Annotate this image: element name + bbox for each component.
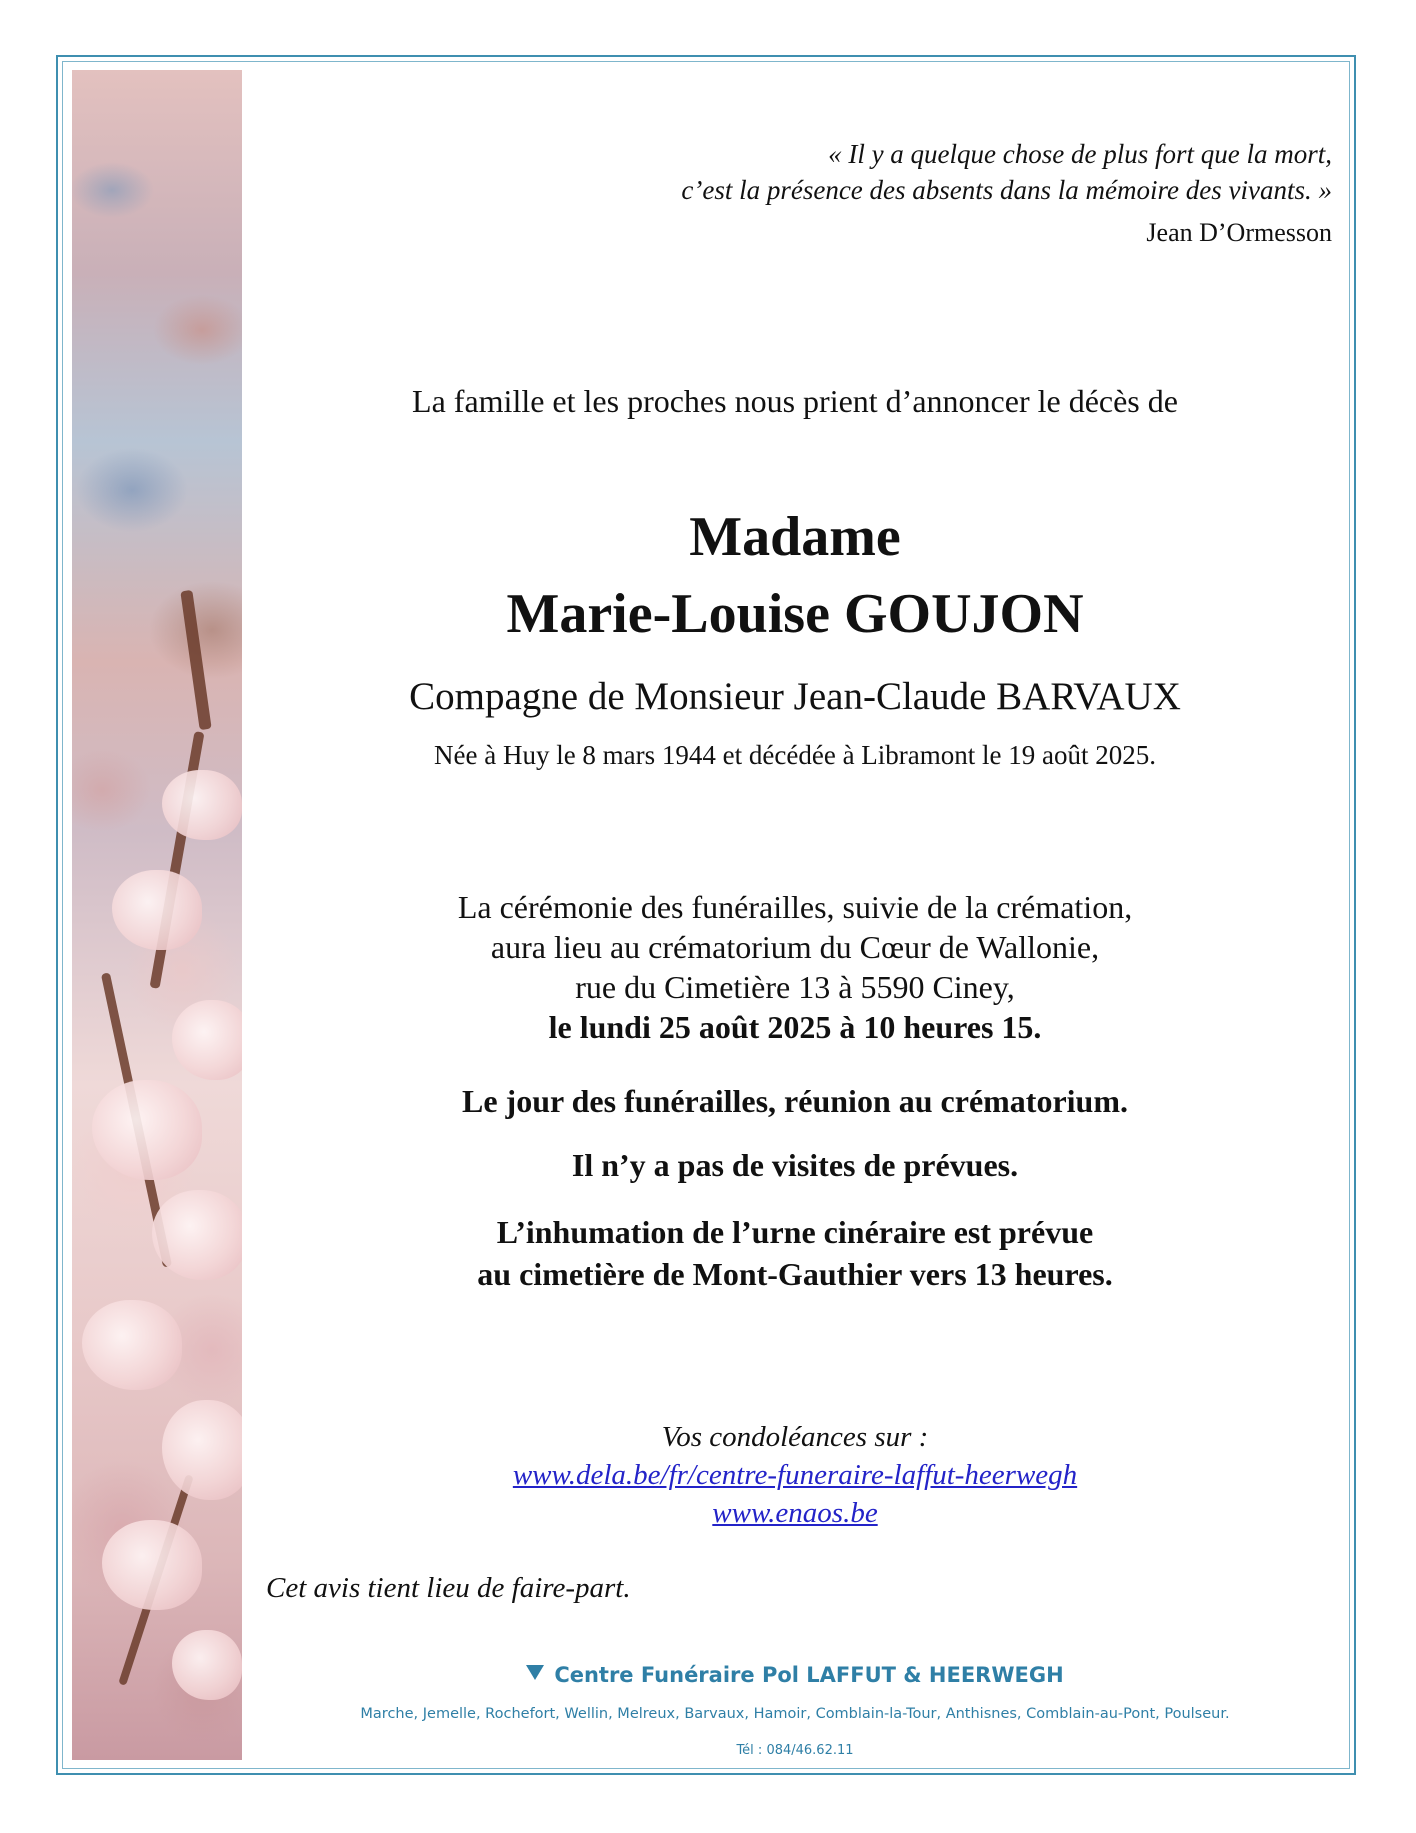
reunion-notice: Le jour des funérailles, réunion au crématorium. <box>461 1083 1128 1119</box>
inhumation-notice <box>290 1211 1300 1295</box>
condolences-label: Vos condoléances sur : <box>661 1421 929 1453</box>
footer-company <box>290 1663 1300 1687</box>
ceremony-line-1: La cérémonie des funérailles, suivie de la crémation, <box>457 889 1133 925</box>
deceased-title: Madame <box>689 506 901 568</box>
birth-death-dates: Née à Huy le 8 mars 1944 et décédée à Libramont le 19 août 2025. <box>434 740 1156 770</box>
triangle-down-icon <box>526 1665 544 1680</box>
inhumation-line-1: L’inhumation de l’urne cinéraire est prévue <box>496 1214 1094 1250</box>
announcement: La famille et les proches nous prient d’annoncer le décès de <box>412 383 1178 419</box>
faire-part-notice: Cet avis tient lieu de faire-part. <box>266 1572 631 1604</box>
quote <box>432 136 1332 208</box>
cherry-blossom-decoration <box>72 70 242 1760</box>
condolences-link-dela[interactable]: www.dela.be/fr/centre-funeraire-laffut-heerwegh <box>512 1459 1078 1491</box>
condolences-link-enaos[interactable]: www.enaos.be <box>712 1497 878 1529</box>
quote-author: Jean D’Ormesson <box>1146 218 1332 247</box>
condolences <box>290 1418 1300 1532</box>
quote-line-1: « Il y a quelque chose de plus fort que la mort, <box>828 139 1332 169</box>
footer-places: Marche, Jemelle, Rochefort, Wellin, Melreux, Barvaux, Hamoir, Comblain-la-Tour, Anthisnes, Comblain-au-Pont, Poulseur. <box>360 1706 1230 1722</box>
inhumation-line-2: au cimetière de Mont-Gauthier vers 13 heures. <box>477 1256 1113 1292</box>
deceased-partner: Compagne de Monsieur Jean-Claude BARVAUX <box>409 675 1181 718</box>
deceased-name: Marie-Louise GOUJON <box>506 583 1084 645</box>
footer-phone: Tél : 084/46.62.11 <box>736 1743 854 1758</box>
quote-line-2: c’est la présence des absents dans la mémoire des vivants. » <box>681 175 1332 205</box>
ceremony-line-2: aura lieu au crématorium du Cœur de Wallonie, <box>490 929 1100 965</box>
visits-notice: Il n’y a pas de visites de prévues. <box>571 1147 1019 1183</box>
ceremony-line-3: rue du Cimetière 13 à 5590 Ciney, <box>575 969 1015 1005</box>
ceremony-date-time: le lundi 25 août 2025 à 10 heures 15. <box>548 1009 1042 1045</box>
footer-company-name: Centre Funéraire Pol LAFFUT & HEERWEGH <box>554 1663 1064 1687</box>
ceremony-details <box>290 887 1300 1047</box>
